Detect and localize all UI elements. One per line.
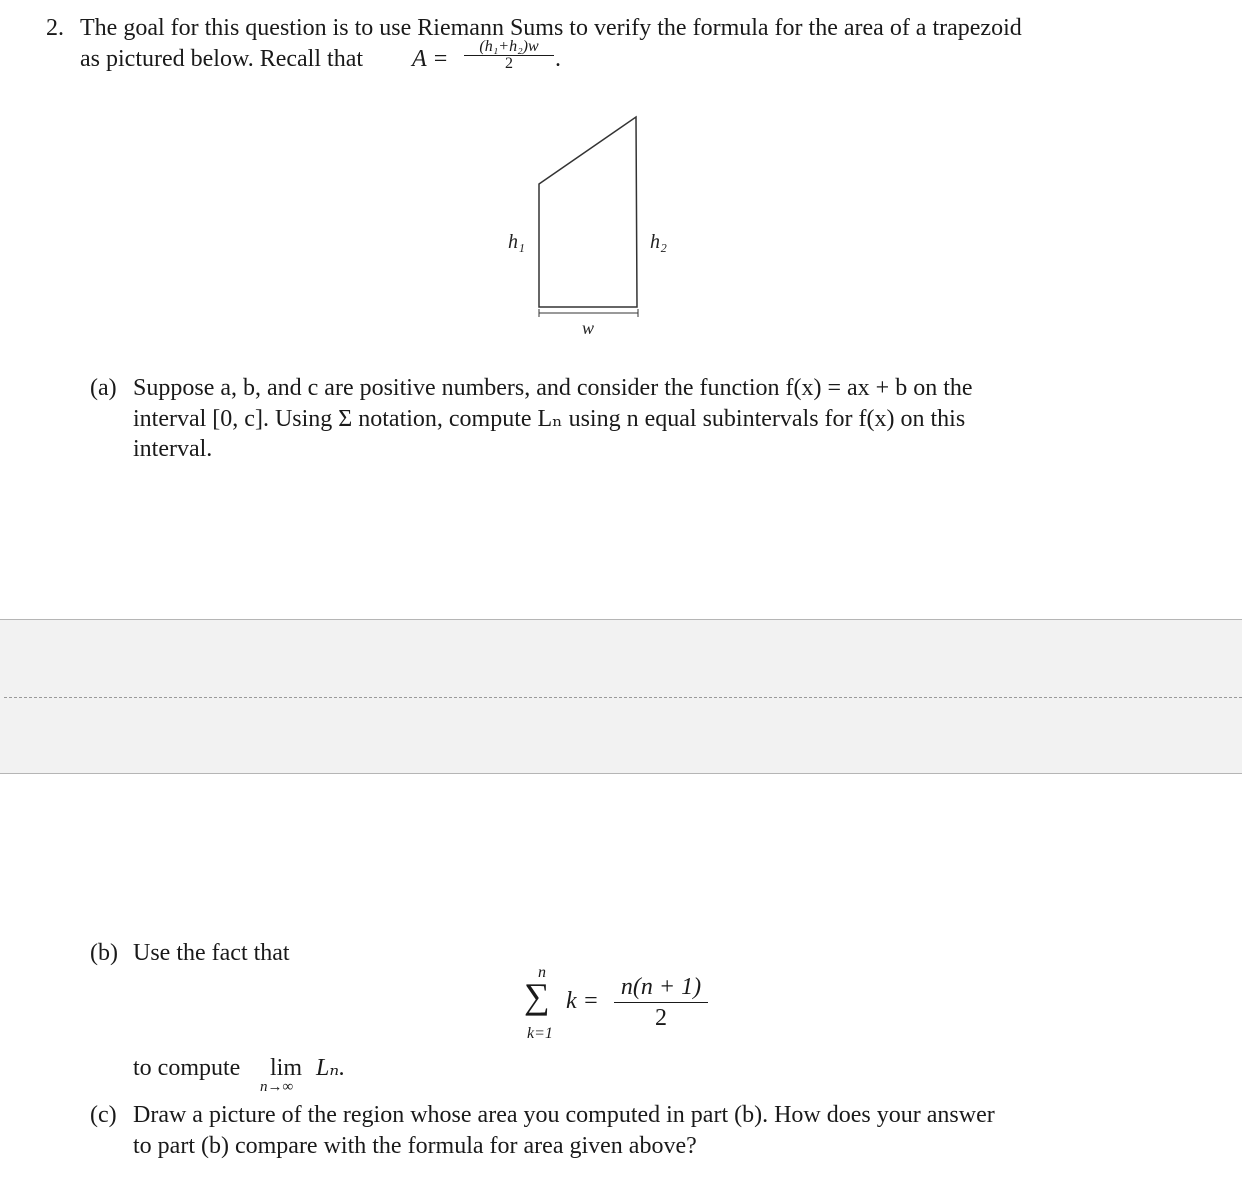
question-line-2: as pictured below. Recall that (80, 46, 364, 72)
part-b-line-1: Use the fact that (133, 940, 290, 966)
page-break-dashed-line (4, 697, 1242, 698)
sum-symbol: ∑ (524, 976, 550, 1016)
page-break-band (0, 619, 1242, 774)
sum-upper-limit: n (538, 964, 546, 981)
trapezoid-shape (539, 117, 637, 307)
part-a-line-3: interval. (133, 436, 213, 462)
limit-expression: Lₙ. (316, 1055, 346, 1081)
label-h1: h₁ (508, 231, 525, 253)
sum-result-denominator: 2 (655, 1005, 667, 1031)
sum-result-fraction (614, 973, 708, 1033)
sum-result-numerator: n(n + 1) (620, 974, 702, 1000)
sum-lower-limit: k=1 (527, 1025, 553, 1042)
area-formula-denominator: 2 (505, 55, 513, 72)
limit-word: lim (270, 1055, 303, 1081)
formula-lhs: A = (412, 46, 449, 72)
sum-term: k = (566, 988, 599, 1014)
part-a-marker: (a) (90, 375, 117, 401)
question-number: 2. (46, 15, 64, 41)
question-line-1: The goal for this question is to use Riemann Sums to verify the formula for the area of a trapezoid (80, 15, 1022, 41)
trapezoid-figure (480, 100, 700, 350)
limit-subscript: n→∞ (260, 1079, 294, 1095)
part-c-line-1: Draw a picture of the region whose area you computed in part (b). How does your answer (133, 1102, 995, 1128)
part-b-marker: (b) (90, 940, 118, 966)
label-w: w (582, 318, 595, 338)
area-formula-numerator: (h₁+h₂)w (479, 38, 539, 55)
part-b-line-2: to compute (133, 1055, 241, 1081)
formula-period: . (555, 46, 561, 72)
part-c-marker: (c) (90, 1102, 117, 1128)
part-a-line-1: Suppose a, b, and c are positive numbers, and consider the function f(x) = ax + b on the (133, 375, 973, 401)
label-h2: h₂ (650, 231, 667, 253)
part-c-line-2: to part (b) compare with the formula for area given above? (133, 1133, 697, 1159)
part-a-line-2: interval [0, c]. Using Σ notation, compute Lₙ using n equal subintervals for f(x) on this (133, 406, 966, 432)
area-formula-fraction (463, 38, 555, 72)
